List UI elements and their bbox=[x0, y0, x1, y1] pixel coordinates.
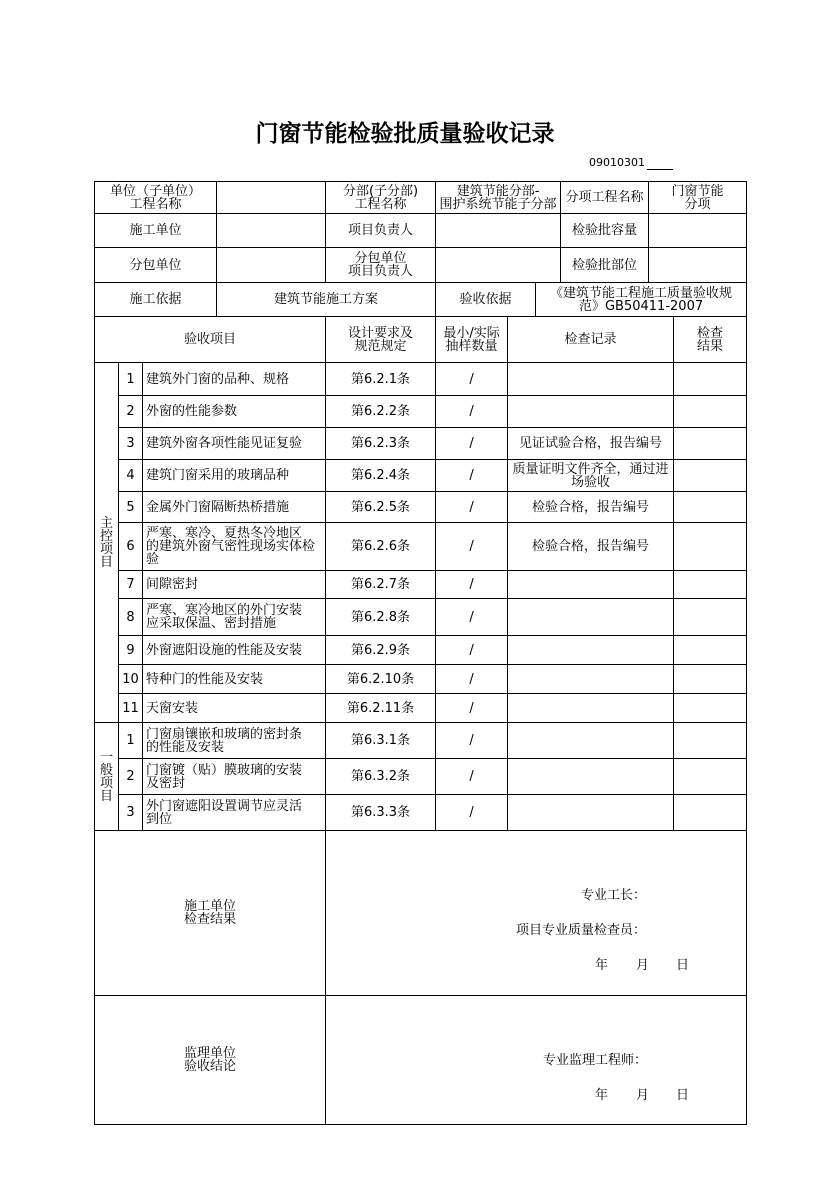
main-control-row bbox=[95, 694, 747, 723]
item-result bbox=[674, 636, 747, 665]
item-result bbox=[674, 723, 747, 759]
item-number: 6 bbox=[119, 523, 143, 571]
construction-basis-value: 建筑节能施工方案 bbox=[217, 283, 436, 317]
item-name: 建筑门窗采用的玻璃品种 bbox=[143, 460, 326, 492]
item-name: 建筑外门窗的品种、规格 bbox=[143, 363, 326, 396]
supervising-engineer-label: 专业监理工程师： bbox=[543, 1053, 648, 1068]
item-result bbox=[674, 460, 747, 492]
supervision-row bbox=[95, 996, 747, 1125]
item-name: 建筑外窗各项性能见证复验 bbox=[143, 428, 326, 460]
column-header-sample: 最小/实际 抽样数量 bbox=[436, 317, 508, 363]
main-control-row bbox=[95, 571, 747, 599]
item-sample: / bbox=[436, 363, 508, 396]
batch-capacity-label: 检验批容量 bbox=[561, 214, 649, 248]
item-name: 间隙密封 bbox=[143, 571, 326, 599]
item-sample: / bbox=[436, 599, 508, 636]
supervision-signatures bbox=[326, 1009, 746, 1111]
item-number: 2 bbox=[119, 759, 143, 795]
item-number: 10 bbox=[119, 665, 143, 694]
batch-location-value bbox=[649, 248, 747, 283]
item-sample: / bbox=[436, 795, 508, 831]
contractor-label: 施工单位 bbox=[95, 214, 217, 248]
item-sample: / bbox=[436, 665, 508, 694]
general-row bbox=[95, 723, 747, 759]
subitem-name-label: 分项工程名称 bbox=[561, 182, 649, 214]
item-result bbox=[674, 396, 747, 428]
subcontractor-value bbox=[217, 248, 326, 283]
main-control-row bbox=[95, 492, 747, 523]
construction-basis-label: 施工依据 bbox=[95, 283, 217, 317]
item-requirement: 第6.2.9条 bbox=[326, 636, 436, 665]
item-number: 3 bbox=[119, 428, 143, 460]
item-requirement: 第6.2.6条 bbox=[326, 523, 436, 571]
acceptance-basis-label: 验收依据 bbox=[436, 283, 536, 317]
batch-location-label: 检验批部位 bbox=[561, 248, 649, 283]
main-control-row bbox=[95, 636, 747, 665]
item-record bbox=[508, 571, 674, 599]
supervision-content bbox=[326, 996, 747, 1125]
item-result bbox=[674, 795, 747, 831]
item-name: 外门窗遮阳设置调节应灵活 到位 bbox=[143, 795, 326, 831]
form-code-blank-line bbox=[647, 156, 673, 170]
item-record bbox=[508, 363, 674, 396]
item-record bbox=[508, 795, 674, 831]
item-number: 11 bbox=[119, 694, 143, 723]
form-code bbox=[589, 156, 673, 170]
item-name: 天窗安装 bbox=[143, 694, 326, 723]
header-row-unit bbox=[95, 182, 747, 214]
item-result bbox=[674, 571, 747, 599]
construction-check-row bbox=[95, 831, 747, 996]
main-control-row bbox=[95, 428, 747, 460]
subdivision-name-label: 分部(子分部) 工程名称 bbox=[326, 182, 436, 214]
item-result bbox=[674, 694, 747, 723]
item-number: 3 bbox=[119, 795, 143, 831]
main-control-row bbox=[95, 523, 747, 571]
batch-capacity-value bbox=[649, 214, 747, 248]
item-number: 7 bbox=[119, 571, 143, 599]
item-sample: / bbox=[436, 571, 508, 599]
date-month-label: 月 bbox=[636, 1088, 650, 1103]
quality-inspector-label: 项目专业质量检查员： bbox=[516, 923, 647, 938]
item-number: 1 bbox=[119, 723, 143, 759]
unit-name-value bbox=[217, 182, 326, 214]
item-record bbox=[508, 599, 674, 636]
column-header-result: 检查 结果 bbox=[674, 317, 747, 363]
item-record: 见证试验合格，报告编号 bbox=[508, 428, 674, 460]
inspection-record-table bbox=[94, 181, 747, 1125]
item-sample: / bbox=[436, 759, 508, 795]
general-row bbox=[95, 795, 747, 831]
item-record bbox=[508, 694, 674, 723]
project-manager-label: 项目负责人 bbox=[326, 214, 436, 248]
general-row bbox=[95, 759, 747, 795]
item-result bbox=[674, 599, 747, 636]
item-record bbox=[508, 759, 674, 795]
unit-name-label: 单位（子单位） 工程名称 bbox=[95, 182, 217, 214]
item-name: 门窗扇镶嵌和玻璃的密封条 的性能及安装 bbox=[143, 723, 326, 759]
item-requirement: 第6.2.2条 bbox=[326, 396, 436, 428]
item-number: 8 bbox=[119, 599, 143, 636]
form-code-number: 09010301 bbox=[589, 156, 645, 169]
item-number: 2 bbox=[119, 396, 143, 428]
item-result bbox=[674, 363, 747, 396]
item-requirement: 第6.2.5条 bbox=[326, 492, 436, 523]
item-name: 严寒、寒冷地区的外门安装 应采取保温、密封措施 bbox=[143, 599, 326, 636]
item-name: 门窗镀（贴）膜玻璃的安装 及密封 bbox=[143, 759, 326, 795]
item-record bbox=[508, 396, 674, 428]
item-sample: / bbox=[436, 636, 508, 665]
column-header-record: 检查记录 bbox=[508, 317, 674, 363]
date-day-label: 日 bbox=[676, 1088, 690, 1103]
project-manager-value bbox=[436, 214, 561, 248]
item-sample: / bbox=[436, 492, 508, 523]
item-number: 1 bbox=[119, 363, 143, 396]
header-row-subcontractor bbox=[95, 248, 747, 283]
item-result bbox=[674, 492, 747, 523]
item-requirement: 第6.2.8条 bbox=[326, 599, 436, 636]
subcontractor-manager-value bbox=[436, 248, 561, 283]
construction-check-label: 施工单位 检查结果 bbox=[95, 831, 326, 996]
date-year-label: 年 bbox=[595, 958, 609, 973]
item-requirement: 第6.2.1条 bbox=[326, 363, 436, 396]
item-result bbox=[674, 523, 747, 571]
subitem-name-value: 门窗节能 分项 bbox=[649, 182, 747, 214]
header-row-contractor bbox=[95, 214, 747, 248]
item-result bbox=[674, 759, 747, 795]
main-control-group-label: 主控项目 bbox=[95, 363, 119, 723]
main-control-row bbox=[95, 460, 747, 492]
item-name: 外窗遮阳设施的性能及安装 bbox=[143, 636, 326, 665]
item-requirement: 第6.2.7条 bbox=[326, 571, 436, 599]
page-title: 门窗节能检验批质量验收记录 bbox=[255, 121, 555, 147]
header-row-basis bbox=[95, 283, 747, 317]
item-requirement: 第6.2.11条 bbox=[326, 694, 436, 723]
main-control-row bbox=[95, 665, 747, 694]
item-requirement: 第6.3.3条 bbox=[326, 795, 436, 831]
item-result bbox=[674, 428, 747, 460]
item-requirement: 第6.2.4条 bbox=[326, 460, 436, 492]
date-day-label: 日 bbox=[676, 958, 690, 973]
main-control-row bbox=[95, 599, 747, 636]
item-result bbox=[674, 665, 747, 694]
item-requirement: 第6.3.2条 bbox=[326, 759, 436, 795]
main-control-row bbox=[95, 363, 747, 396]
item-sample: / bbox=[436, 460, 508, 492]
item-sample: / bbox=[436, 428, 508, 460]
item-requirement: 第6.2.10条 bbox=[326, 665, 436, 694]
column-header-requirement: 设计要求及 规范规定 bbox=[326, 317, 436, 363]
column-header-item: 验收项目 bbox=[95, 317, 326, 363]
item-record: 检验合格，报告编号 bbox=[508, 523, 674, 571]
supervision-label: 监理单位 验收结论 bbox=[95, 996, 326, 1125]
general-group-label: 一般项目 bbox=[95, 723, 119, 831]
item-requirement: 第6.3.1条 bbox=[326, 723, 436, 759]
date-month-label: 月 bbox=[636, 958, 650, 973]
subcontractor-label: 分包单位 bbox=[95, 248, 217, 283]
item-record bbox=[508, 636, 674, 665]
construction-check-content bbox=[326, 831, 747, 996]
subcontractor-manager-label: 分包单位 项目负责人 bbox=[326, 248, 436, 283]
foreman-label: 专业工长： bbox=[581, 888, 647, 903]
item-record bbox=[508, 665, 674, 694]
item-record: 检验合格，报告编号 bbox=[508, 492, 674, 523]
item-sample: / bbox=[436, 396, 508, 428]
item-number: 9 bbox=[119, 636, 143, 665]
item-name: 金属外门窗隔断热桥措施 bbox=[143, 492, 326, 523]
column-header-row bbox=[95, 317, 747, 363]
item-sample: / bbox=[436, 523, 508, 571]
main-control-row bbox=[95, 396, 747, 428]
subdivision-name-value: 建筑节能分部- 围护系统节能子分部 bbox=[436, 182, 561, 214]
item-number: 5 bbox=[119, 492, 143, 523]
item-record bbox=[508, 723, 674, 759]
construction-check-signatures bbox=[326, 844, 746, 982]
item-name: 外窗的性能参数 bbox=[143, 396, 326, 428]
acceptance-basis-value: 《建筑节能工程施工质量验收规 范》GB50411-2007 bbox=[536, 283, 747, 317]
item-requirement: 第6.2.3条 bbox=[326, 428, 436, 460]
item-record: 质量证明文件齐全，通过进 场验收 bbox=[508, 460, 674, 492]
item-sample: / bbox=[436, 723, 508, 759]
item-number: 4 bbox=[119, 460, 143, 492]
item-name: 严寒、寒冷、夏热冬冷地区 的建筑外窗气密性现场实体检 验 bbox=[143, 523, 326, 571]
contractor-value bbox=[217, 214, 326, 248]
item-sample: / bbox=[436, 694, 508, 723]
item-name: 特种门的性能及安装 bbox=[143, 665, 326, 694]
date-year-label: 年 bbox=[595, 1088, 609, 1103]
